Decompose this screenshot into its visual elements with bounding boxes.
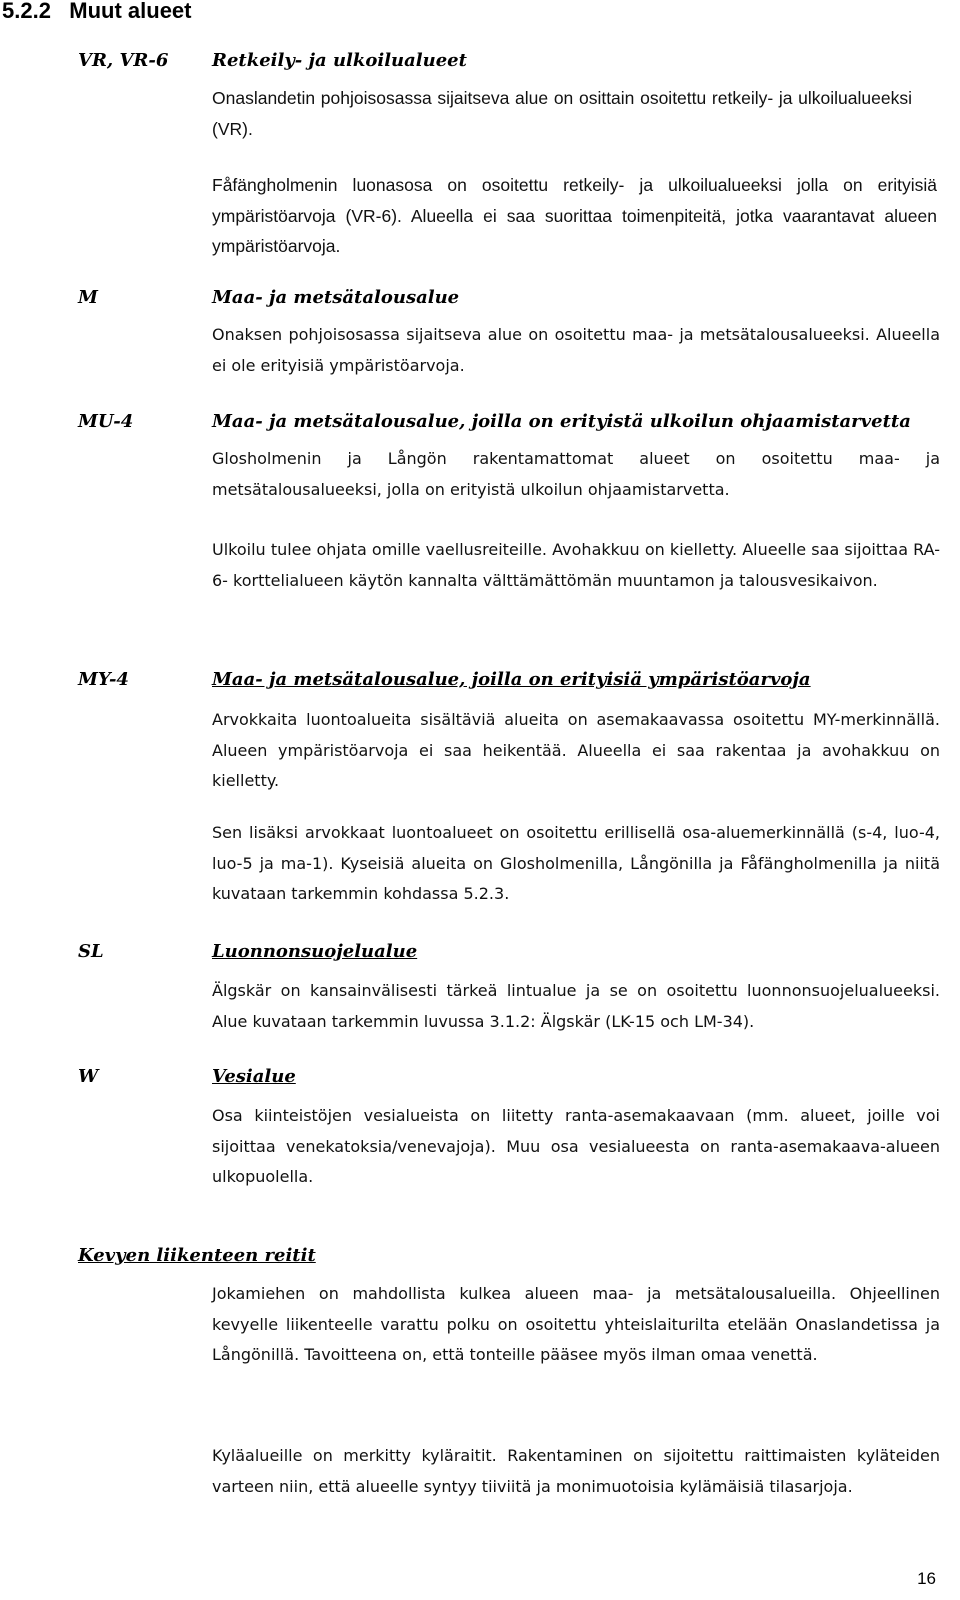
paragraph-vr-1: Onaslandetin pohjoisosassa sijaitseva alue on osittain osoitettu retkeily- ja ulkoilualueeksi (VR). <box>212 88 912 139</box>
area-code-w: W <box>78 1066 99 1087</box>
area-code-vr: VR, VR-6 <box>78 50 169 71</box>
paragraph-mu4-1: Glosholmenin ja Långön rakentamattomat alueet on osoitettu maa- ja metsätalousalueeksi, jolla on erityistä ulkoilun ohjaamistarvetta. <box>212 449 940 499</box>
area-heading-my4: Maa- ja metsätalousalue, joilla on erityisiä ympäristöarvoja <box>212 669 811 690</box>
area-heading-w: Vesialue <box>212 1066 296 1087</box>
paragraph-my4-2: Sen lisäksi arvokkaat luontoalueet on osoitettu erillisellä osa-aluemerkinnällä (s-4, luo-4, luo-5 ja ma-1). Kyseisiä alueita on Glosholmenilla, Långönilla ja Fåfängholmenilla ja niitä kuvataan tarkemmin kohdassa 5.2.3. <box>212 823 940 903</box>
paragraph-w-1: Osa kiinteistöjen vesialueista on liitetty ranta-asemakaavaan (mm. alueet, joille voi sijoittaa venekatoksia/venevajoja). Muu osa vesialueesta on ranta-asemakaava-alueen ulkopuolella. <box>212 1106 940 1186</box>
area-code-sl: SL <box>78 941 104 962</box>
section-heading: 5.2.2 Muut alueet <box>2 0 192 23</box>
light-traffic-heading: Kevyen liikenteen reitit <box>78 1245 316 1266</box>
paragraph-light-traffic-2: Kyläalueille on merkitty kyläraitit. Rakentaminen on sijoitettu raittimaisten kyläteiden varteen niin, että alueelle syntyy tiiviitä ja monimuotoisia kylämäisiä tilasarjoja. <box>212 1446 940 1496</box>
area-code-my4: MY-4 <box>78 669 129 690</box>
paragraph-mu4-2: Ulkoilu tulee ohjata omille vaellusreiteille. Avohakkuu on kielletty. Alueelle saa sijoittaa RA-6- korttelialueen käytön kannalta välttämättömän muuntamon ja talousvesikaivon. <box>212 540 940 590</box>
area-code-mu4: MU-4 <box>78 411 134 432</box>
paragraph-m-1: Onaksen pohjoisosassa sijaitseva alue on osoitettu maa- ja metsätalousalueeksi. Alueella ei ole erityisiä ympäristöarvoja. <box>212 325 940 375</box>
page-number: 16 <box>917 1569 936 1588</box>
paragraph-vr-2: Fåfängholmenin luonasosa on osoitettu retkeily- ja ulkoilualueeksi jolla on erityisiä ympäristöarvoja (VR-6). Alueella ei saa suorittaa toimenpiteitä, jotka vaarantavat alueen ympäristöarvoja. <box>212 175 937 256</box>
paragraph-my4-1: Arvokkaita luontoalueita sisältäviä alueita on asemakaavassa osoitettu MY-merkinnällä. Alueen ympäristöarvoja ei saa heikentää. Alueella ei saa rakentaa ja avohakkuu on kielletty. <box>212 710 940 790</box>
paragraph-light-traffic-1: Jokamiehen on mahdollista kulkea alueen maa- ja metsätalousalueilla. Ohjeellinen kevyelle liikenteelle varattu polku on osoitettu yhteislaiturilta etelään Onaslandetissa ja Långönillä. Tavoitteena on, että tonteille pääsee myös ilman omaa venettä. <box>212 1284 940 1364</box>
area-code-m: M <box>78 287 98 308</box>
area-heading-mu4: Maa- ja metsätalousalue, joilla on erityistä ulkoilun ohjaamistarvetta <box>212 411 911 432</box>
paragraph-sl-1: Älgskär on kansainvälisesti tärkeä lintualue ja se on osoitettu luonnonsuojelualueeksi. Alue kuvataan tarkemmin luvussa 3.1.2: Älgskär (LK-15 och LM-34). <box>212 981 940 1031</box>
area-heading-vr: Retkeily- ja ulkoilualueet <box>212 50 467 71</box>
area-heading-m: Maa- ja metsätalousalue <box>212 287 460 308</box>
area-heading-sl: Luonnonsuojelualue <box>212 941 418 962</box>
